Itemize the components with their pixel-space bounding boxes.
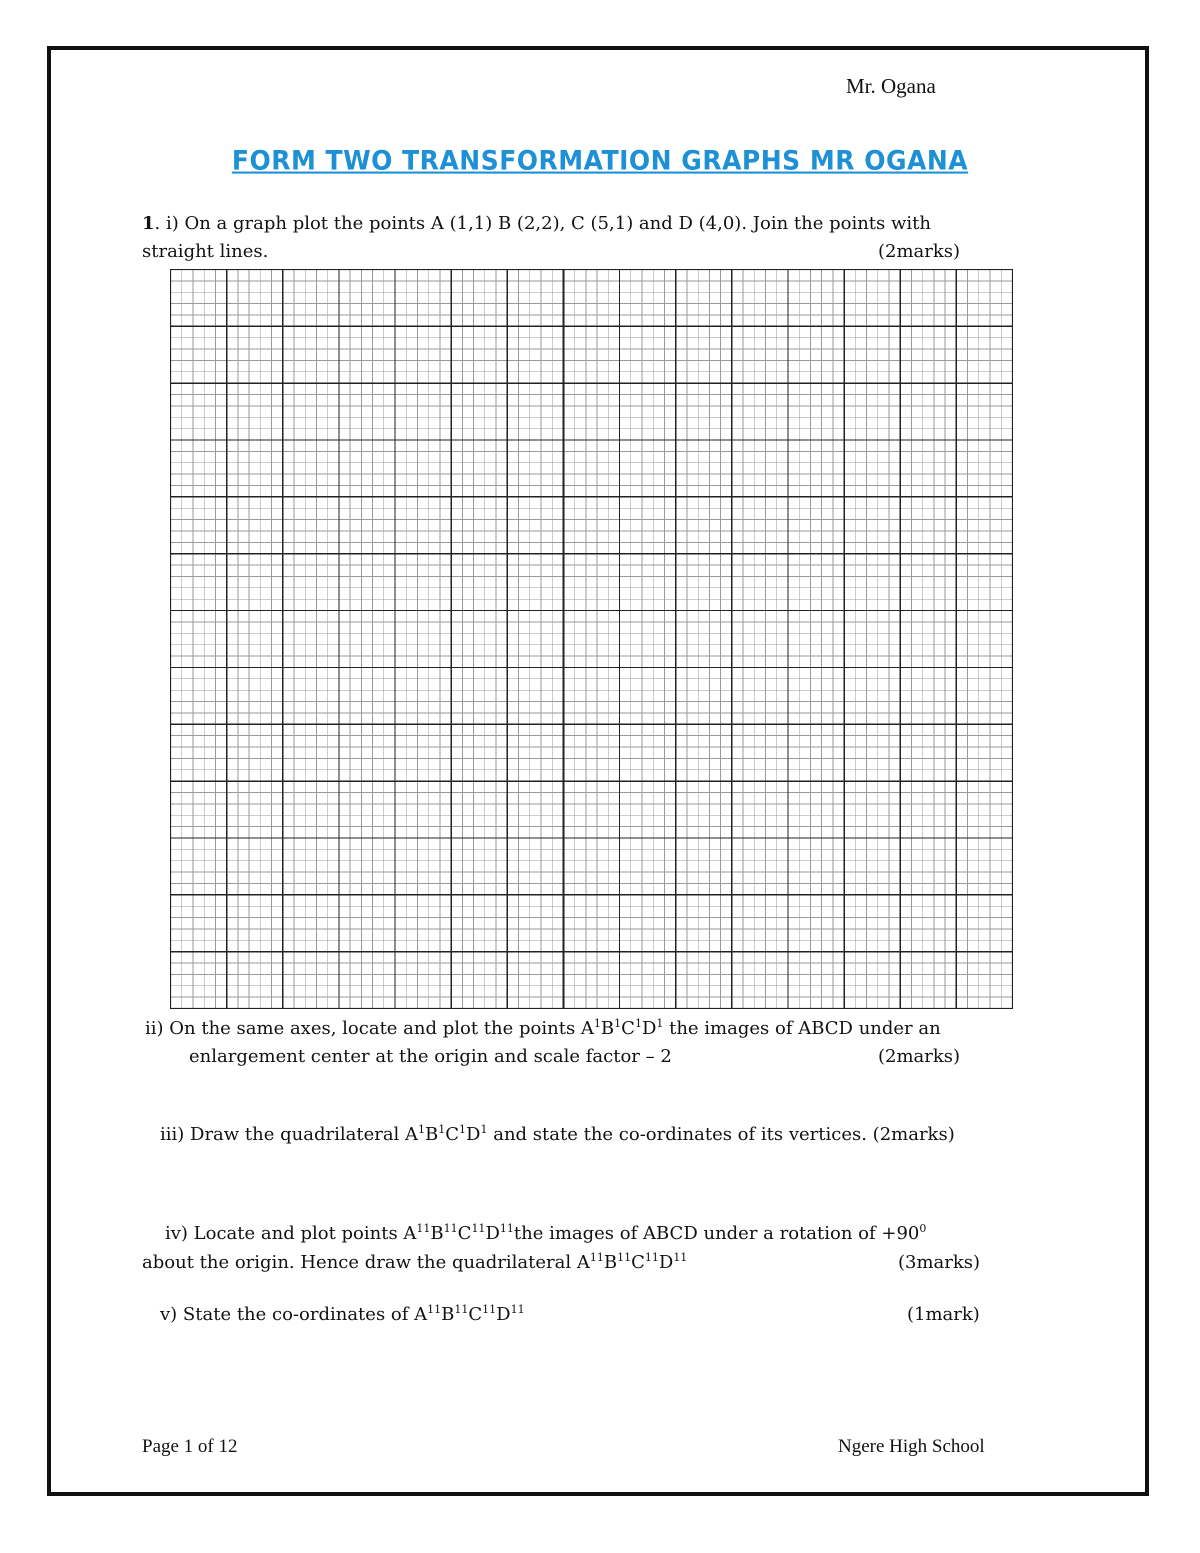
label-b: B	[600, 1018, 615, 1039]
sup-b: 1	[614, 1017, 622, 1030]
sup-a: 11	[416, 1222, 431, 1235]
page-title: FORM TWO TRANSFORMATION GRAPHS MR OGANA	[231, 145, 969, 176]
part-i-text: . i) On a graph plot the points A (1,1) B (2,2), C (5,1) and D (4,0). Join the points with	[154, 213, 931, 234]
question-1-part-v	[160, 1304, 525, 1325]
sup-d: 1	[656, 1017, 664, 1030]
label-d: D	[496, 1304, 511, 1325]
sup-b: 11	[454, 1303, 469, 1316]
part-iii-post: and state the co-ordinates of its vertices. (2marks)	[487, 1124, 955, 1145]
part-ii-line2: enlargement center at the origin and scale factor – 2	[189, 1046, 672, 1067]
part-iii-text: iii) Draw the quadrilateral A	[160, 1124, 419, 1145]
sup-b: 11	[617, 1251, 632, 1264]
sup-a: 11	[427, 1303, 442, 1316]
part-ii-text: ii) On the same axes, locate and plot the points A	[145, 1018, 594, 1039]
part-v-text: v) State the co-ordinates of A	[160, 1304, 428, 1325]
label-d: D	[485, 1223, 500, 1244]
part-i-line2: straight lines.	[142, 241, 269, 262]
sup-d: 11	[499, 1222, 514, 1235]
graph-border	[171, 270, 1013, 1009]
part-iv-marks: (3marks)	[898, 1252, 981, 1273]
question-1-part-ii	[145, 1018, 941, 1039]
part-ii-post: the images of ABCD under an	[663, 1018, 941, 1039]
label-d: D	[658, 1252, 674, 1273]
label-d: D	[641, 1018, 657, 1039]
degree-sup: 0	[919, 1222, 927, 1235]
sup-b: 11	[443, 1222, 458, 1235]
sup-c: 11	[471, 1222, 486, 1235]
sup-c: 1	[459, 1123, 467, 1136]
graph-paper	[170, 269, 1013, 1009]
sup-d: 11	[673, 1251, 688, 1264]
question-1-part-iv	[165, 1223, 926, 1244]
sup-a: 1	[593, 1017, 601, 1030]
question-1-part-iii	[160, 1124, 955, 1145]
part-i-marks: (2marks)	[878, 241, 961, 262]
footer-page-number: Page 1 of 12	[142, 1436, 238, 1457]
sup-a: 1	[418, 1123, 426, 1136]
part-ii-marks: (2marks)	[878, 1046, 961, 1067]
part-iv-line2-text: about the origin. Hence draw the quadrilateral A	[142, 1252, 590, 1273]
part-iv-text: iv) Locate and plot points A	[165, 1223, 417, 1244]
sup-c: 11	[644, 1251, 659, 1264]
part-iv-post: the images of ABCD under a rotation of +90	[513, 1223, 920, 1244]
label-b: B	[603, 1252, 618, 1273]
label-c: C	[621, 1018, 635, 1039]
label-c: C	[468, 1304, 483, 1325]
label-d: D	[466, 1124, 481, 1145]
question-1-part-i	[142, 213, 931, 234]
sup-d: 11	[510, 1303, 525, 1316]
author-header: Mr. Ogana	[846, 74, 936, 98]
sup-c: 1	[634, 1017, 642, 1030]
label-b: B	[430, 1223, 444, 1244]
label-c: C	[445, 1124, 460, 1145]
footer-school: Ngere High School	[838, 1436, 985, 1457]
question-number: 1	[142, 213, 155, 234]
part-v-marks: (1mark)	[907, 1304, 980, 1325]
sup-c: 11	[482, 1303, 497, 1316]
label-b: B	[425, 1124, 439, 1145]
sup-a: 11	[589, 1251, 604, 1264]
label-c: C	[457, 1223, 472, 1244]
sup-d: 1	[480, 1123, 488, 1136]
label-b: B	[441, 1304, 455, 1325]
sup-b: 1	[438, 1123, 446, 1136]
part-iv-line2	[142, 1252, 687, 1273]
minor-grid-lines	[170, 269, 1013, 1009]
major-grid-lines	[170, 269, 1013, 1009]
label-c: C	[631, 1252, 645, 1273]
